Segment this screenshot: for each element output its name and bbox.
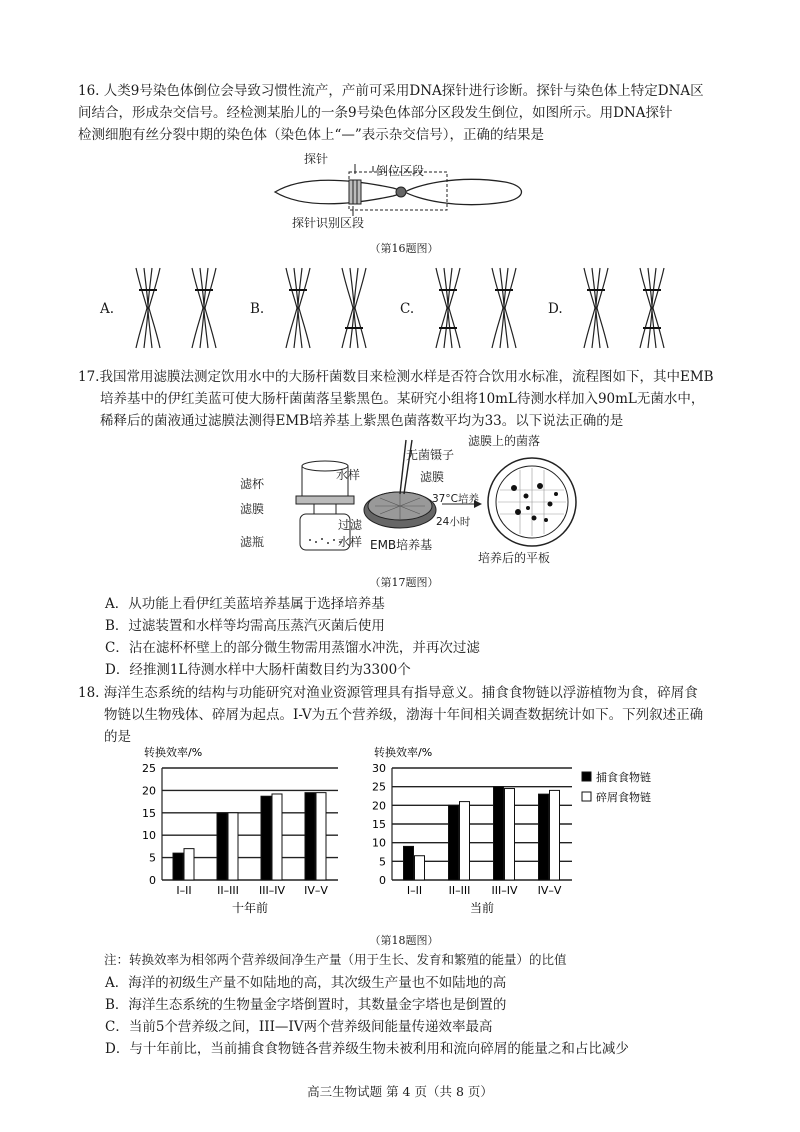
q17-label-membrane2: 滤膜 <box>420 470 445 484</box>
x-tick-label: II–III <box>448 884 471 897</box>
q16-option-chromosomes-b <box>276 266 386 350</box>
q18-number: 18. <box>78 685 100 701</box>
q17-line-2: 培养基中的伊红美蓝可使大肠杆菌菌落呈紫黑色。某研究小组将10mL待测水样加入90mL无菌水中， <box>100 391 705 407</box>
y-tick-label: 20 <box>372 799 386 813</box>
q16-option-label-d: D. <box>548 301 563 317</box>
q17-label-culture-1: 37°C培养 <box>432 493 479 505</box>
q17-label-emb: EMB培养基 <box>370 538 433 552</box>
bar <box>305 793 315 880</box>
question-18 <box>78 682 738 748</box>
q17-label-bottle: 滤瓶 <box>240 535 265 549</box>
legend-swatch <box>582 772 591 781</box>
x-tick-label: III–IV <box>258 884 286 897</box>
y-tick-label: 5 <box>379 855 386 869</box>
q16-label-probe-region: 探针识别区段 <box>292 216 365 230</box>
q17-label-membrane: 滤膜 <box>240 502 265 516</box>
q18-line-2: 物链以生物残体、碎屑为起点。I-V为五个营养级，渤海十年间相关调查数据统计如下。下列叙述正确 <box>104 707 704 723</box>
chromosome <box>492 268 516 348</box>
chromosome <box>436 268 460 348</box>
q17-label-colonies: 滤膜上的菌落 <box>468 434 541 448</box>
q18-note: 注：转换效率为相邻两个营养级间净生产量（用于生长、发育和繁殖的能量）的比值 <box>104 952 567 967</box>
bar <box>494 787 504 880</box>
q16-label-probe: 探针 <box>304 152 329 166</box>
chromosome <box>584 268 608 348</box>
bar <box>415 856 425 880</box>
q17-label-tweezers: 无菌镊子 <box>406 448 455 462</box>
question-17 <box>78 366 738 432</box>
x-tick-label: IV–V <box>537 884 562 897</box>
q16-line-2: 间结合，形成杂交信号。经检测某胎儿的一条9号染色体部分区段发生倒位，如图所示。用DNA探针 <box>78 105 673 121</box>
bar <box>217 813 227 880</box>
q17-label-filter-cup: 滤杯 <box>240 477 265 491</box>
chromosome <box>286 268 310 348</box>
q16-line-1: 16. 人类9号染色体倒位会导致习惯性流产，产前可采用DNA探针进行诊断。探针与染色体上特定DNA区 <box>78 83 704 99</box>
q17-option-c: C．沾在滤杯杯壁上的部分微生物需用蒸馏水冲洗，并再次过滤 <box>105 640 480 656</box>
bar <box>460 802 470 880</box>
chromosome <box>192 268 216 348</box>
legend-swatch <box>582 792 591 801</box>
q16-label-inversion: 倒位区段 <box>376 164 425 178</box>
bar <box>449 805 459 880</box>
legend-label: 碎屑食物链 <box>596 791 651 804</box>
y-tick-label: 15 <box>142 806 156 820</box>
q18-option-d: D．与十年前比，当前捕食食物链各营养级生物未被利用和流向碎屑的能量之和占比减少 <box>105 1041 629 1057</box>
bar <box>261 796 271 880</box>
x-axis-label: 十年前 <box>231 901 269 915</box>
q17-option-b: B．过滤装置和水样等均需高压蒸汽灭菌后使用 <box>105 618 385 634</box>
y-tick-label: 10 <box>372 836 386 850</box>
bar <box>272 794 282 880</box>
legend-label: 捕食食物链 <box>596 771 651 784</box>
x-tick-label: IV–V <box>304 884 328 897</box>
q16-option-chromosomes-d <box>574 266 684 350</box>
chromosome <box>342 268 366 348</box>
bar <box>184 849 194 880</box>
q18-option-a: A．海洋的初级生产量不如陆地的高，其次级生产量也不如陆地的高 <box>105 975 507 991</box>
q17-caption: （第17题图） <box>369 576 439 589</box>
q17-option-d: D．经推测1L待测水样中大肠杆菌数目约为3300个 <box>105 662 411 678</box>
y-tick-label: 0 <box>149 874 156 887</box>
chromosome <box>136 268 160 348</box>
q17-line-3: 稀释后的菌液通过滤膜法测得EMB培养基上紫黑色菌落数平均为33。以下说法正确的是 <box>100 413 624 429</box>
page-footer: 高三生物试题 第 4 页（共 8 页） <box>307 1084 493 1099</box>
q17-label-culture-2: 24小时 <box>436 516 471 528</box>
q18-line-3: 的是 <box>104 729 131 745</box>
q18-option-c: C．当前5个营养级之间，III—IV两个营养级间能量传递效率最高 <box>105 1019 493 1035</box>
chart-current <box>360 744 660 919</box>
q16-option-chromosomes-a <box>126 266 236 350</box>
x-axis-label: 当前 <box>469 901 495 915</box>
x-tick-label: I–II <box>176 884 192 897</box>
question-16 <box>78 80 738 146</box>
q17-label-water-sample: 水样 <box>336 468 361 482</box>
q17-label-filtered-2: 水样 <box>338 535 363 549</box>
y-tick-label: 25 <box>142 762 156 775</box>
bar <box>173 853 183 880</box>
bar <box>404 846 414 880</box>
q18-option-b: B．海洋生态系统的生物量金字塔倒置时，其数量金字塔也是倒置的 <box>105 997 507 1013</box>
x-tick-label: III–IV <box>491 884 518 897</box>
chromosome <box>640 268 664 348</box>
y-tick-label: 25 <box>372 780 386 794</box>
chart-ten-years-ago <box>130 744 350 919</box>
y-tick-label: 0 <box>379 874 386 887</box>
x-tick-label: II–III <box>217 884 239 897</box>
q16-option-label-b: B. <box>250 301 265 317</box>
q16-option-label-c: C. <box>400 301 415 317</box>
q17-label-filtered-1: 过滤 <box>338 518 363 532</box>
y-tick-label: 15 <box>372 818 386 831</box>
y-tick-label: 20 <box>142 784 156 798</box>
q16-caption: （第16题图） <box>369 242 439 255</box>
bar <box>228 813 238 880</box>
bar <box>505 789 515 880</box>
y-tick-label: 30 <box>372 762 386 775</box>
y-axis-label: 转换效率/% <box>374 746 433 759</box>
y-axis-label: 转换效率/% <box>144 746 203 759</box>
q18-caption: （第18题图） <box>369 934 439 947</box>
bar <box>550 790 560 880</box>
x-tick-label: I–II <box>406 884 423 897</box>
q17-option-a: A．从功能上看伊红美蓝培养基属于选择培养基 <box>105 596 385 612</box>
q16-line-3: 检测细胞有丝分裂中期的染色体（染色体上“—”表示杂交信号），正确的结果是 <box>78 127 545 143</box>
q17-line-1: 17.我国常用滤膜法测定饮用水中的大肠杆菌数目来检测水样是否符合饮用水标准，流程图如下，其中EMB <box>78 369 714 385</box>
q16-option-chromosomes-c <box>426 266 536 350</box>
q17-number: 17. <box>78 369 100 385</box>
y-tick-label: 10 <box>142 829 156 843</box>
bar <box>316 793 326 880</box>
q16-number: 16. <box>78 83 100 99</box>
q17-label-plate: 培养后的平板 <box>478 551 551 565</box>
y-tick-label: 5 <box>149 851 156 865</box>
q16-option-label-a: A. <box>100 301 115 317</box>
q18-line-1: 18. 海洋生态系统的结构与功能研究对渔业资源管理具有指导意义。捕食食物链以浮游植物为食，碎屑食 <box>78 685 698 701</box>
bar <box>539 794 549 880</box>
